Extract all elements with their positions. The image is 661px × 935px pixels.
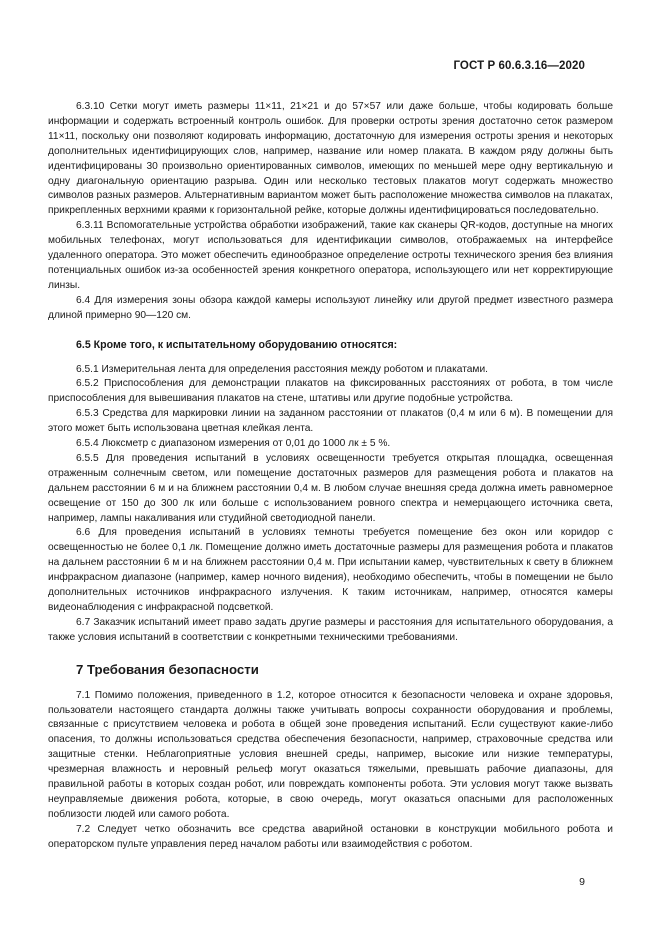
paragraph-7-1: 7.1 Помимо положения, приведенного в 1.2, которое относится к безопасности человека и охране здоровья, пользователи настоящего стандарта должны также учитывать вопросы сохранности оборудования и проблемы, связанные с присутствием человека и робота в общей зоне проведения испытаний. Если существуют какие-либо опасения, то должны использоваться средства обеспечения безопасности, например, страховочные средства или защитные стенки. Неблагоприятные условия внешней среды, например, высокие или низкие температуры, чрезмерная влажность и неровный рельеф могут оказаться тяжелыми, превышать рабочие диапазоны, для правильной работы в которых создан робот, или повреждать компоненты робота. Эти условия могут также вызвать неуправляемые движения робота, которые, в свою очередь, могут оказаться опасными для расположенных поблизости людей или самого робота.: [48, 689, 613, 820]
paragraph-6-6: 6.6 Для проведения испытаний в условиях темноты требуется помещение без окон или коридор с освещенностью не более 0,1 лк. Помещение должно иметь достаточные размеры для размещения робота и плакатов на дальнем расстоянии 6 м и на ближнем расстоянии 0,4 м. При испытании камер, чувствительных к свету в ближнем инфракрасном диапазоне (например, камер ночного видения), необходимо обеспечить, чтобы в помещении не было дополнительных источников инфракрасного излучения. К таким источникам, например, относятся камеры видеонаблюдения с инфракрасной подсветкой.: [48, 527, 613, 613]
document-header: ГОСТ Р 60.6.3.16—2020: [453, 60, 585, 72]
paragraph-6-3-11: 6.3.11 Вспомогательные устройства обработки изображений, такие как сканеры QR-кодов, доступные на многих мобильных телефонах, могут использоваться для идентификации символов, отображаемых на интерфейсе удаленного оператора. Это может обеспечить единообразное определение остроты технического зрения без влияния потенциальных ошибок из-за особенностей зрения конкретного оператора, использующего или нет корректирующие линзы.: [48, 220, 613, 291]
section-7-heading: 7 Требования безопасности: [76, 661, 259, 677]
page-content: [48, 100, 613, 853]
paragraph-7-2: 7.2 Следует четко обозначить все средства аварийной остановки в конструкции мобильного робота и операторском пульте управления перед началом работы или взаимодействия с роботом.: [48, 823, 613, 850]
paragraph-6-5-2: 6.5.2 Приспособления для демонстрации плакатов на фиксированных расстояниях от робота, в том числе приспособления для вывешивания плакатов на стене, штативы или другие подобные устройства.: [48, 378, 613, 405]
paragraph-6-5-3: 6.5.3 Средства для маркировки линии на заданном расстоянии от плакатов (0,4 м или 6 м). В помещении для этого может быть использована цветная клейкая лента.: [48, 408, 613, 435]
paragraph-6-3-10: 6.3.10 Сетки могут иметь размеры 11×11, 21×21 и до 57×57 или даже больше, чтобы кодировать больше информации и содержать встроенный контроль ошибок. Для проверки остроты зрения достаточно сеток размером 11×11, поскольку они позволяют кодировать информацию, достаточную для измерения остроты зрения и некоторых дополнительных идентифицирующих слов, например, название или номер плаката. В каждом ряду должны быть идентифицированы 30 произвольно ориентированных символов, имеющих по меньшей мере одну вертикальную и одну диагональную ориентацию разрыва. Один или несколько тестовых плакатов могут содержать множество символов разных размеров. Альтернативным вариантом может быть расположение множества символов на плакатах, прикрепленных верхними краями к горизонтальной рейке, которые должны идентифицироваться последовательно.: [48, 101, 613, 217]
paragraph-6-5-1: 6.5.1 Измерительная лента для определения расстояния между роботом и плакатами.: [76, 363, 488, 375]
paragraph-6-4: 6.4 Для измерения зоны обзора каждой камеры используют линейку или другой предмет известного размера длиной примерно 90—120 см.: [48, 294, 613, 321]
paragraph-6-7: 6.7 Заказчик испытаний имеет право задать другие размеры и расстояния для испытательного оборудования, а также условия испытаний в соответствии с конкретными техническими требованиями.: [48, 616, 613, 643]
paragraph-6-5-5: 6.5.5 Для проведения испытаний в условиях освещенности требуется открытая площадка, освещенная отраженным солнечным светом, или помещение достаточных размеров для размещения робота и плакатов на дальнем расстоянии 6 м и на ближнем расстоянии 0,4 м. В любом случае внешняя среда должна иметь равномерное освещение от 150 до 300 лк или больше с использованием ровного спектра и немерцающего источника света, например, лампы накаливания или студийной светодиодной панели.: [48, 452, 613, 524]
section-6-5-title: 6.5 Кроме того, к испытательному оборудованию относятся:: [76, 338, 398, 351]
page-number: 9: [579, 876, 585, 888]
paragraph-6-5-4: 6.5.4 Люксметр с диапазоном измерения от 0,01 до 1000 лк ± 5 %.: [76, 438, 391, 450]
